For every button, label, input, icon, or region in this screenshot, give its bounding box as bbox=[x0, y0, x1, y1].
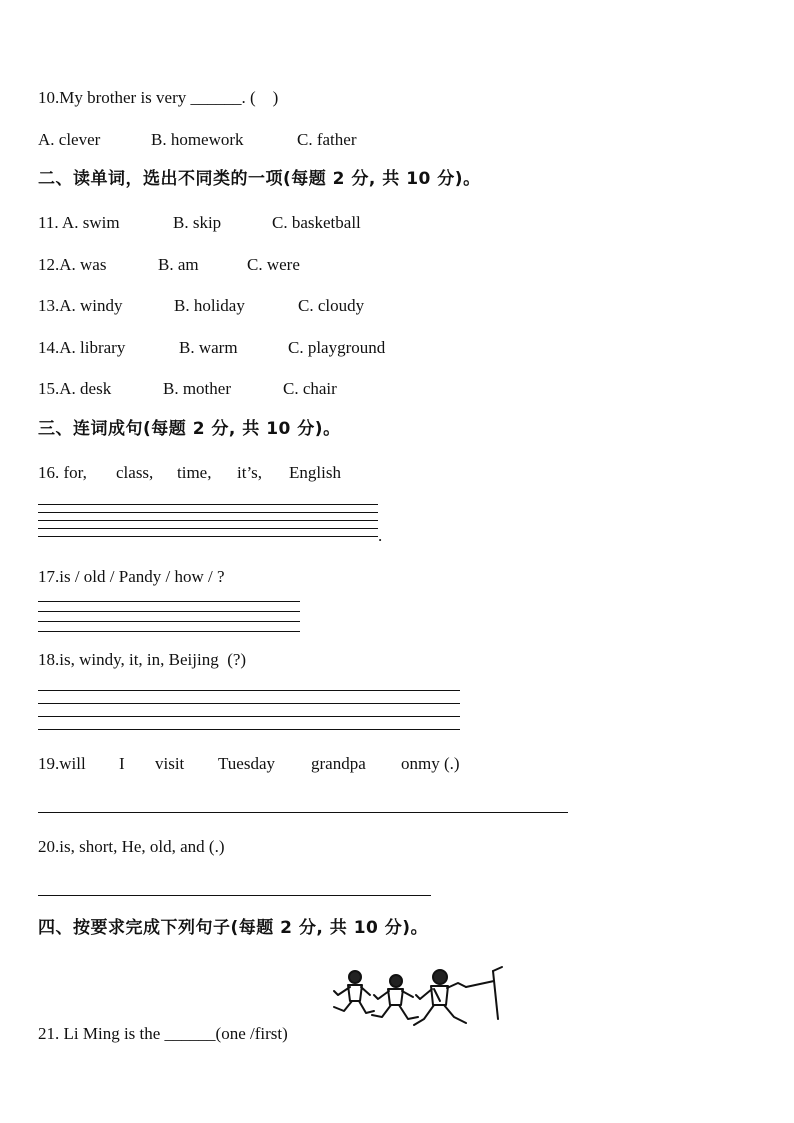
running-race-illustration bbox=[328, 965, 506, 1035]
q10-option-a: A. clever bbox=[38, 130, 101, 149]
q16-answer-line[interactable] bbox=[38, 528, 378, 529]
q10-option-b: B. homework bbox=[151, 130, 244, 149]
q16-answer-line[interactable] bbox=[38, 536, 378, 537]
q18-prompt: 18.is, windy, it, in, Beijing (?) bbox=[38, 650, 247, 669]
q17-answer-line[interactable] bbox=[38, 611, 300, 612]
q19-answer-line[interactable] bbox=[38, 812, 568, 813]
q16-answer-line[interactable] bbox=[38, 520, 378, 521]
q16-word: 16. for, bbox=[38, 463, 87, 482]
q11-option-b: B. skip bbox=[173, 213, 222, 232]
q15-option-b: B. mother bbox=[163, 379, 231, 398]
q19-word: visit bbox=[155, 754, 185, 773]
q10-stem: 10.My brother is very ______. ( ) bbox=[38, 88, 279, 107]
q14-option-c: C. playground bbox=[288, 338, 386, 357]
q16-answer-line[interactable] bbox=[38, 512, 378, 513]
q16-word: time, bbox=[177, 463, 212, 482]
q12-option-a: 12.A. was bbox=[38, 255, 107, 274]
q18-answer-line[interactable] bbox=[38, 729, 460, 730]
q20-prompt: 20.is, short, He, old, and (.) bbox=[38, 837, 225, 856]
q19-word: grandpa bbox=[311, 754, 366, 773]
q13-option-b: B. holiday bbox=[174, 296, 245, 315]
section-2-title: 二、读单词，选出不同类的一项(每题 2 分, 共 10 分)。 bbox=[38, 169, 481, 189]
q20-answer-line[interactable] bbox=[38, 895, 431, 896]
q17-answer-line[interactable] bbox=[38, 631, 300, 632]
q19-word: onmy (.) bbox=[401, 754, 460, 773]
q14-option-a: 14.A. library bbox=[38, 338, 126, 357]
q17-answer-line[interactable] bbox=[38, 601, 300, 602]
q17-answer-line[interactable] bbox=[38, 621, 300, 622]
q16-word: it’s, bbox=[237, 463, 263, 482]
q19-word: Tuesday bbox=[218, 754, 275, 773]
q18-answer-line[interactable] bbox=[38, 716, 460, 717]
q21-prompt: 21. Li Ming is the ______(one /first) bbox=[38, 1024, 288, 1043]
q18-answer-line[interactable] bbox=[38, 703, 460, 704]
q14-option-b: B. warm bbox=[179, 338, 238, 357]
q19-word: 19.will bbox=[38, 754, 86, 773]
section-4-title: 四、按要求完成下列句子(每题 2 分, 共 10 分)。 bbox=[38, 918, 429, 938]
q11-option-a: 11. A. swim bbox=[38, 213, 120, 232]
q13-option-c: C. cloudy bbox=[298, 296, 365, 315]
q12-option-b: B. am bbox=[158, 255, 199, 274]
q15-option-a: 15.A. desk bbox=[38, 379, 112, 398]
q15-option-c: C. chair bbox=[283, 379, 337, 398]
section-3-title: 三、连词成句(每题 2 分, 共 10 分)。 bbox=[38, 419, 341, 439]
q16-word: class, bbox=[116, 463, 154, 482]
q18-answer-line[interactable] bbox=[38, 690, 460, 691]
q17-prompt: 17.is / old / Pandy / how / ? bbox=[38, 567, 225, 586]
q16-answer-line[interactable] bbox=[38, 504, 378, 505]
q12-option-c: C. were bbox=[247, 255, 300, 274]
q16-end-mark: . bbox=[378, 526, 383, 545]
q13-option-a: 13.A. windy bbox=[38, 296, 123, 315]
q10-option-c: C. father bbox=[297, 130, 357, 149]
q16-word: English bbox=[289, 463, 341, 482]
q11-option-c: C. basketball bbox=[272, 213, 361, 232]
q19-word: I bbox=[119, 754, 125, 773]
